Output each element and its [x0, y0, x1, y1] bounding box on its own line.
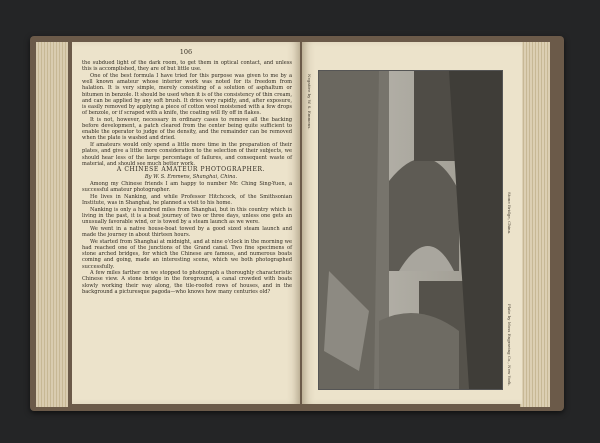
paragraph: It is not, however, necessary in ordinary cases to remove all the backing before development, a patch cleared from the center being quite sufficient to enable the operator to judge of the density, and the remainder can be removed when the plate is washed and dried. [82, 116, 292, 142]
left-page-text [82, 60, 292, 296]
plate-printer: Plate by Moss Engraving Co., New York. [507, 304, 512, 386]
page-number: 106 [179, 48, 193, 56]
paragraph: If amateurs would only spend a little more time in the preparation of their plates, and give a little more consideration to the selection of their subjects, we should hear less of the large percentage of failures, and consequent waste of material, and should see much better work. [82, 142, 292, 167]
left-page [72, 42, 300, 404]
right-page [302, 42, 522, 404]
page-edges-left [36, 42, 68, 407]
paragraph: the subdued light of the dark room, to get them in optical contact, and unless this is accomplished, they are of but little use. [82, 60, 292, 73]
page-edges-right [520, 42, 550, 407]
article-heading: A CHINESE AMATEUR PHOTOGRAPHER. [116, 166, 266, 174]
paragraph: One of the best formula I have tried for this purpose was given to me by a well known amateur whose interior work was noted for its freedom from halation. It is very simple, merely consisting of a solution of asphaltum or bitumen in benzole. It should be used when it is of the consistency of thin cream, and can be applied by any soft brush. It dries very rapidly, and, after exposure, is easily removed by applying a piece of cotton wool moistened with a few drops of benzole, or if scraped with a knife, the coating will fly off in flakes. [82, 72, 293, 117]
article-byline: By W. S. Emmens, Shanghai, China. [144, 174, 238, 181]
plate-credit: Negative by W. S. Emmens. [307, 74, 312, 130]
article-body [82, 181, 292, 295]
article-continuation [82, 60, 292, 167]
paragraph: We went in a native house-boat towed by a good sized steam launch and made the journey in about thirteen hours. [82, 225, 292, 238]
paragraph: He lives in Nanking, and while Professor Hitchcock, of the Smithsonian Institute, was in Shanghai, he planned a visit to his home. [82, 193, 292, 206]
paragraph: We started from Shanghai at midnight, and at nine o'clock in the morning we had reached one of the junctions of the Grand canal. Two fine specimens of stone arched bridges, for which the Chinese are famous, and numerous boats coming and going, made an interesting scene, which we both photographed successfully. [82, 238, 292, 270]
plate-title: Stone Bridge, China. [507, 192, 512, 235]
stone-bridge-photo [319, 71, 502, 389]
paragraph: Nanking is only a hundred miles from Shanghai, but in this country which is living in the past, it is a boat journey of two or three days, unless one gets an unusually favorable wind, or is towed by a steam launch as we were. [82, 206, 292, 226]
photo-plate [318, 70, 503, 390]
paragraph: A few miles farther on we stopped to photograph a thoroughly characteristic Chinese view. A stone bridge in the foreground, a canal crowded with boats slowly working their way along, the tile-roofed rows of houses, and in the background a picturesque pagoda—who knows how many centuries old? [82, 270, 292, 295]
paragraph: Among my Chinese friends I am happy to number Mr. Ching Sing-Yuen, a successful amateur photographer. [82, 180, 292, 194]
